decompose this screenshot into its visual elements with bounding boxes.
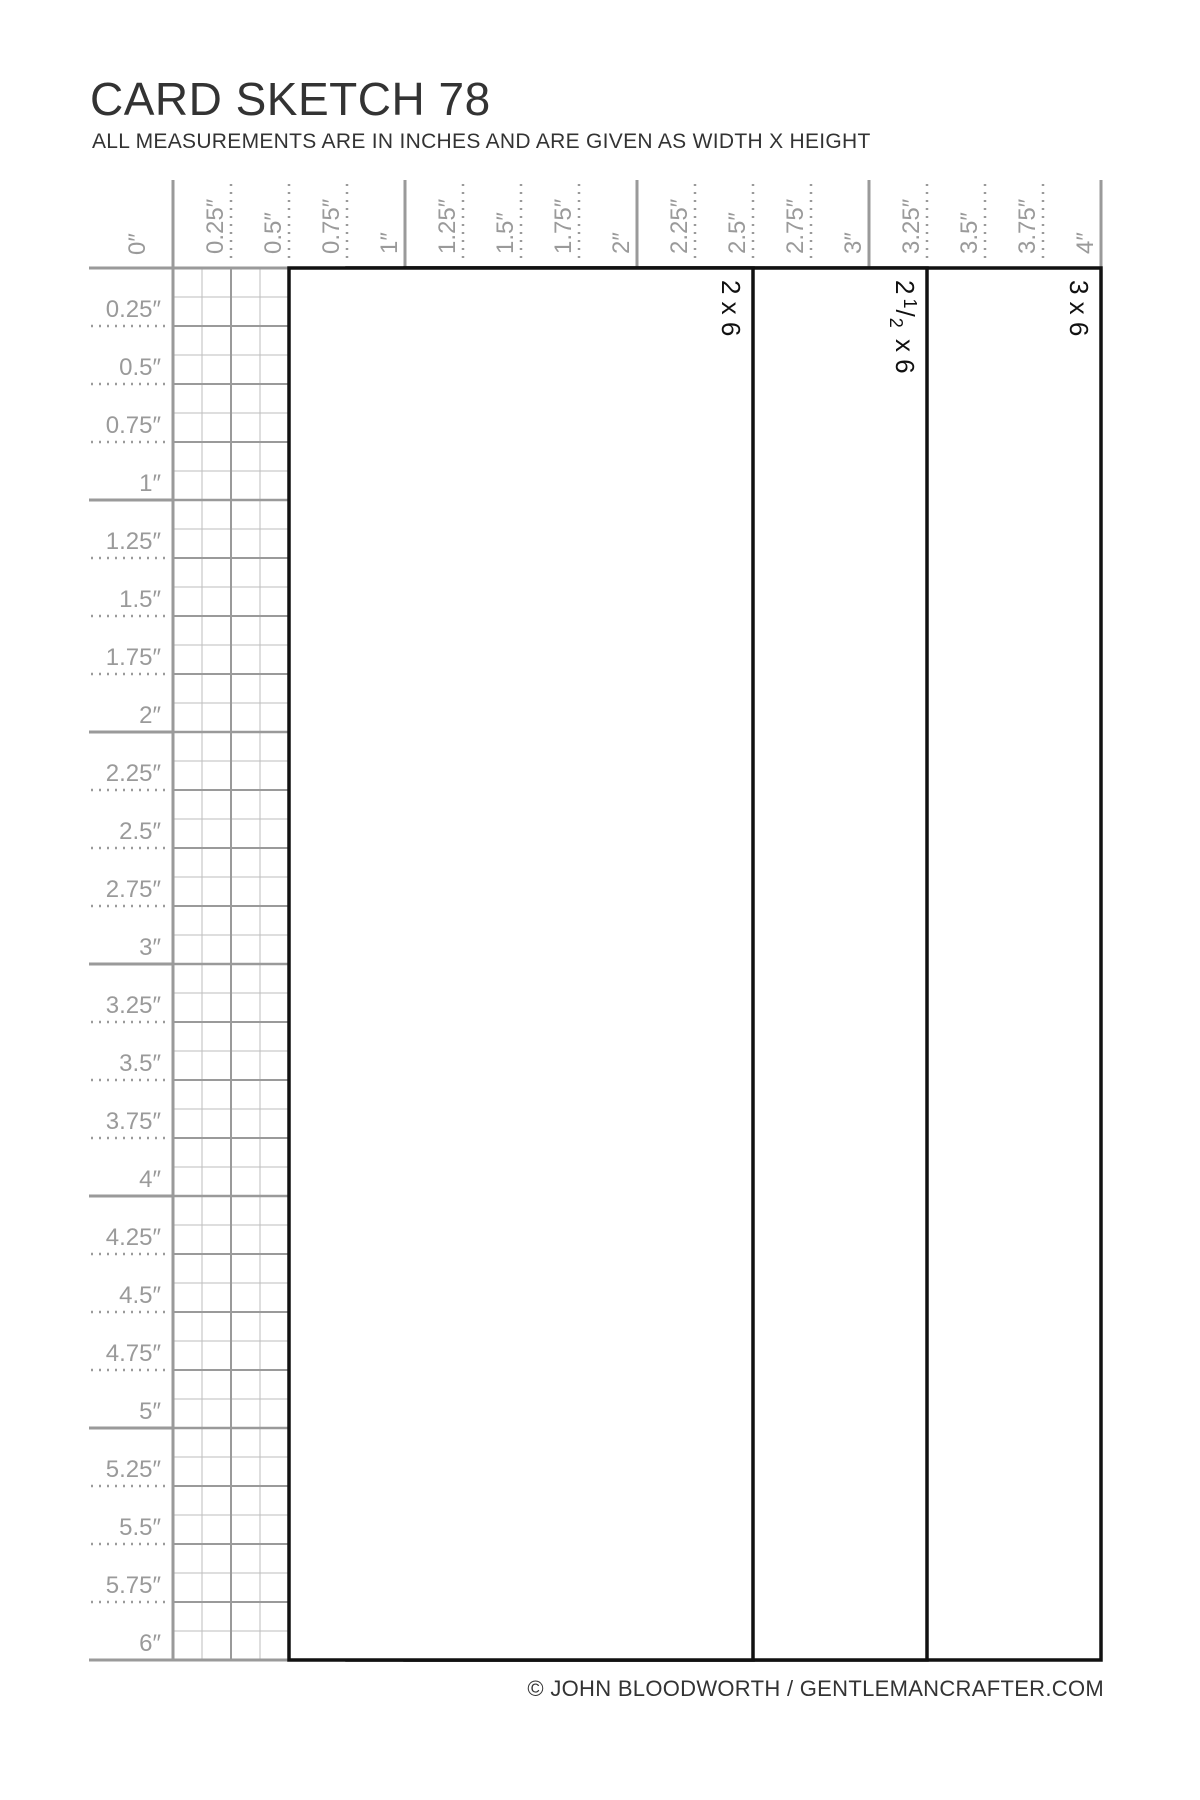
ruler-left-label: 2.25″ (105, 760, 161, 787)
ruler-left-label: 4.75″ (105, 1340, 161, 1367)
ruler-top-label: 4″ (1072, 232, 1099, 254)
ruler-left-label: 0.75″ (105, 412, 161, 439)
ruler-top-label: 1.75″ (550, 198, 577, 254)
ruler-left-label: 4.5″ (119, 1282, 161, 1309)
ruler-left-label: 4″ (139, 1166, 161, 1193)
ruler-left-label: 5.75″ (105, 1572, 161, 1599)
ruler-left-label: 3″ (139, 934, 161, 961)
panel-3x6-label: 3 x 6 (1064, 280, 1094, 337)
label-slash: / (890, 309, 920, 317)
label-numerator: 1 (900, 298, 920, 309)
ruler-top-label: 0.75″ (318, 198, 345, 254)
ruler-top-label: 0.5″ (260, 212, 287, 254)
ruler-left-label: 4.25″ (105, 1224, 161, 1251)
ruler-left-label: 1″ (139, 470, 161, 497)
ruler-top-label: 2.25″ (666, 198, 693, 254)
ruler-left-label: 3.25″ (105, 992, 161, 1019)
ruler-top-label: 1.5″ (492, 212, 519, 254)
ruler-left-label: 2″ (139, 702, 161, 729)
panel-2x6-label: 2 x 6 (716, 280, 746, 337)
ruler-left-label: 1.75″ (105, 644, 161, 671)
ruler-left-label: 1.5″ (119, 586, 161, 613)
label-denominator: 2 (886, 317, 906, 328)
ruler-top-label: 3″ (840, 232, 867, 254)
ruler-left-label: 0.5″ (119, 354, 161, 381)
page-title: CARD SKETCH 78 (90, 73, 491, 125)
ruler-top-label: 1″ (376, 232, 403, 254)
label-rest: x 6 (890, 331, 920, 374)
ruler-left-label: 5.5″ (119, 1514, 161, 1541)
ruler-left-label: 2.75″ (105, 876, 161, 903)
panels (289, 268, 1101, 1660)
ruler-top-label: 3.5″ (956, 212, 983, 254)
ruler-top-label: 2.5″ (724, 212, 751, 254)
ruler-top-label: 1.25″ (434, 198, 461, 254)
copyright-credit: © JOHN BLOODWORTH / GENTLEMANCRAFTER.COM (527, 1676, 1104, 1701)
ruler-left-label: 5.25″ (105, 1456, 161, 1483)
ruler-top (124, 180, 1101, 268)
ruler-left-label: 2.5″ (119, 818, 161, 845)
ruler-origin-label: 0″ (124, 233, 151, 255)
ruler-left (89, 296, 173, 1660)
ruler-top-label: 3.75″ (1014, 198, 1041, 254)
ruler-top-label: 3.25″ (898, 198, 925, 254)
page-subtitle: ALL MEASUREMENTS ARE IN INCHES AND ARE GIVEN AS WIDTH X HEIGHT (92, 130, 871, 153)
panel-2x6 (289, 268, 753, 1660)
ruler-top-label: 2″ (608, 232, 635, 254)
ruler-left-label: 5″ (139, 1398, 161, 1425)
ruler-left-label: 0.25″ (105, 296, 161, 323)
ruler-top-label: 2.75″ (782, 198, 809, 254)
ruler-left-label: 6″ (139, 1630, 161, 1657)
label-whole: 2 (890, 280, 920, 295)
ruler-left-label: 3.75″ (105, 1108, 161, 1135)
ruler-left-label: 1.25″ (105, 528, 161, 555)
ruler-left-label: 3.5″ (119, 1050, 161, 1077)
ruler-top-label: 0.25″ (202, 198, 229, 254)
